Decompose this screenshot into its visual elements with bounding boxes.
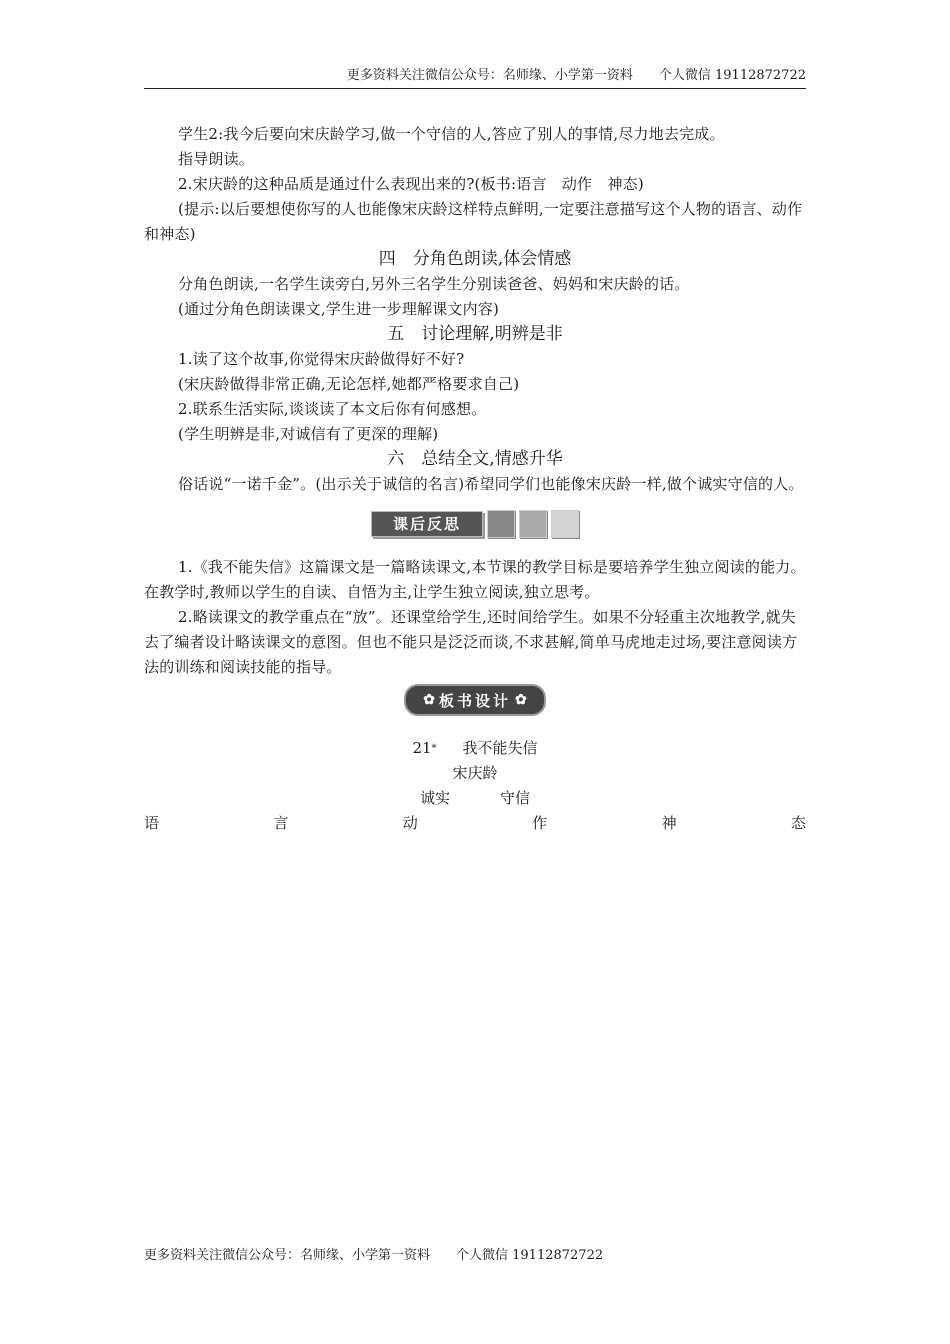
trait: 守信 [500, 789, 531, 807]
board-char: 神 [661, 814, 677, 832]
paragraph: (提示:以后要想使你写的人也能像宋庆龄这样特点鲜明,一定要注意描写这个人物的语言、动作和神态) [144, 200, 803, 243]
paragraph: 2.宋庆龄的这种品质是通过什么表现出来的?(板书:语言 动作 神态) [178, 175, 644, 193]
decorative-square [519, 510, 547, 538]
star-icon: ✿ [515, 692, 527, 708]
page-footer [144, 1246, 603, 1266]
document-body [144, 122, 806, 836]
lesson-title: 我不能失信 [462, 739, 538, 757]
reflection-banner-label: 课后反思 [371, 511, 483, 537]
decorative-square [487, 510, 515, 538]
reflection-paragraph: 1.《我不能失信》这篇课文是一篇略读课文,本节课的教学目标是要培养学生独立阅读的能力。在教学时,教师以学生的自读、自悟为主,让学生独立阅读,独立思考。 [144, 558, 806, 601]
lesson-title-line [144, 736, 806, 761]
person-name: 宋庆龄 [452, 764, 498, 782]
board-char: 动 [402, 814, 418, 832]
paragraph: (学生明辨是非,对诚信有了更深的理解) [178, 425, 439, 443]
board-chars-row [144, 811, 806, 836]
paragraph: (通过分角色朗读课文,学生进一步理解课文内容) [178, 300, 500, 318]
board-design-banner [404, 684, 546, 716]
section-heading: 六 总结全文,情感升华 [387, 449, 563, 469]
trait: 诚实 [419, 789, 450, 807]
traits-line [144, 786, 806, 811]
paragraph: 1.读了这个故事,你觉得宋庆龄做得好不好? [178, 350, 465, 368]
board-char: 作 [532, 814, 548, 832]
board-design-label: 板书设计 [438, 691, 511, 710]
paragraph: (宋庆龄做得非常正确,无论怎样,她都严格要求自己) [178, 375, 520, 393]
reflection-banner [144, 499, 806, 549]
decorative-square [551, 510, 579, 538]
header-text: 更多资料关注微信公众号：名师缘、小学第一资料 个人微信 19112872722 [346, 68, 806, 83]
paragraph: 分角色朗读,一名学生读旁白,另外三名学生分别读爸爸、妈妈和宋庆龄的话。 [178, 275, 690, 293]
paragraph: 学生2:我今后要向宋庆龄学习,做一个守信的人,答应了别人的事情,尽力地去完成。 [178, 125, 725, 143]
board-char: 态 [790, 814, 806, 832]
page-header [144, 66, 806, 89]
board-char: 言 [273, 814, 289, 832]
footer-text: 更多资料关注微信公众号：名师缘、小学第一资料 个人微信 19112872722 [144, 1248, 604, 1263]
lesson-number: 21 [412, 739, 432, 757]
star-icon: ✿ [423, 692, 435, 708]
paragraph: 俗话说“一诺千金”。(出示关于诚信的名言)希望同学们也能像宋庆龄一样,做个诚实守信的人。 [178, 475, 804, 493]
board-char: 语 [144, 814, 160, 832]
paragraph: 指导朗读。 [178, 150, 255, 168]
lesson-mark: * [431, 743, 437, 754]
section-heading: 四 分角色朗读,体会情感 [378, 249, 572, 269]
paragraph: 2.联系生活实际,谈谈读了本文后你有何感想。 [178, 400, 487, 418]
section-heading: 五 讨论理解,明辨是非 [387, 324, 563, 344]
reflection-paragraph: 2.略读课文的教学重点在“放”。还课堂给学生,还时间给学生。如果不分轻重主次地教学,就失去了编者设计略读课文的意图。但也不能只是泛泛而谈,不求甚解,简单马虎地走过场,要注意阅读方法的训练和阅读技能的指导。 [144, 608, 798, 676]
